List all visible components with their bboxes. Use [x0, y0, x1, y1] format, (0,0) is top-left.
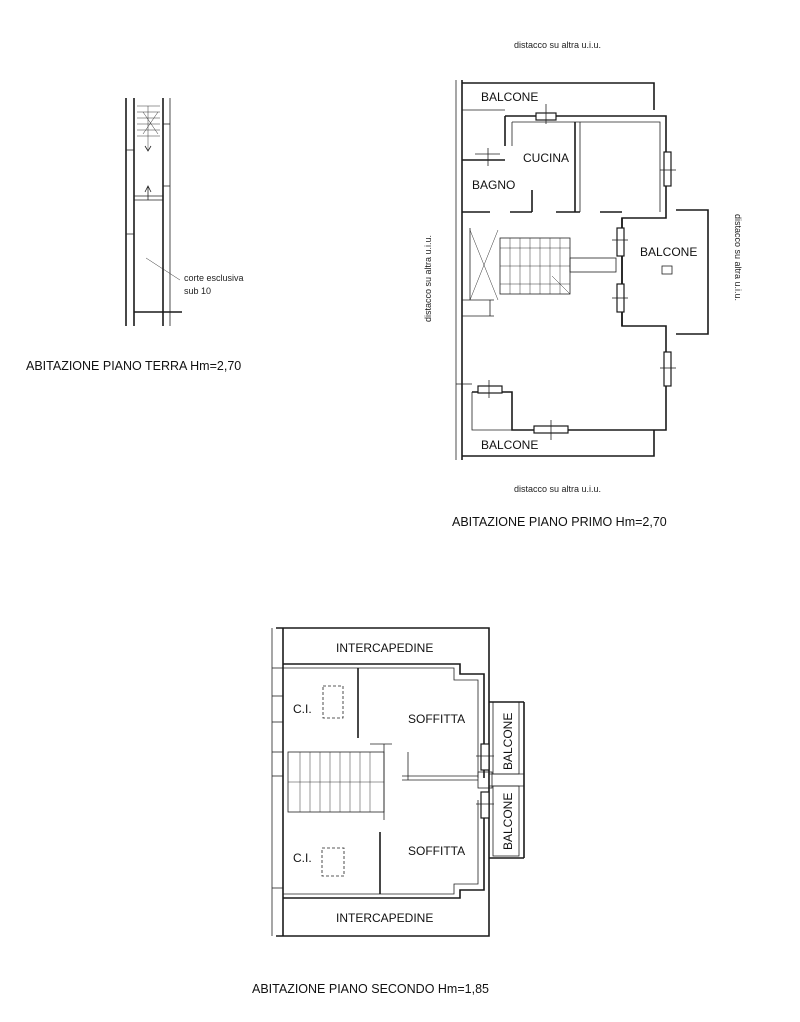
ground-floor-title: ABITAZIONE PIANO TERRA Hm=2,70	[26, 359, 242, 373]
second-room-ci-bottom: C.I.	[293, 851, 312, 865]
first-boundary-left: distacco su altra u.i.u.	[423, 234, 433, 322]
second-room-balcone-bottom: BALCONE	[501, 792, 515, 850]
first-floor-plan	[456, 80, 708, 460]
ground-floor-plan	[126, 98, 182, 326]
second-floor-title: ABITAZIONE PIANO SECONDO Hm=1,85	[252, 982, 489, 996]
first-boundary-right: distacco su altra u.i.u.	[733, 214, 743, 302]
first-room-balcone-right: BALCONE	[640, 245, 698, 259]
first-boundary-top: distacco su altra u.i.u.	[514, 40, 602, 50]
second-room-balcone-top: BALCONE	[501, 712, 515, 770]
first-room-balcone-top: BALCONE	[481, 90, 539, 104]
first-room-balcone-bottom: BALCONE	[481, 438, 539, 452]
second-room-soffitta-top: SOFFITTA	[408, 712, 466, 726]
first-floor-title: ABITAZIONE PIANO PRIMO Hm=2,70	[452, 515, 667, 529]
first-room-cucina: CUCINA	[523, 151, 570, 165]
second-room-intercapedine-bottom: INTERCAPEDINE	[336, 911, 434, 925]
second-room-soffitta-bottom: SOFFITTA	[408, 844, 466, 858]
first-room-bagno: BAGNO	[472, 178, 516, 192]
ground-note-line2: sub 10	[184, 286, 212, 296]
second-room-intercapedine-top: INTERCAPEDINE	[336, 641, 434, 655]
second-room-ci-top: C.I.	[293, 702, 312, 716]
first-boundary-bottom: distacco su altra u.i.u.	[514, 484, 602, 494]
ground-note-line1: corte esclusiva	[184, 273, 244, 283]
second-floor-plan	[272, 628, 524, 936]
